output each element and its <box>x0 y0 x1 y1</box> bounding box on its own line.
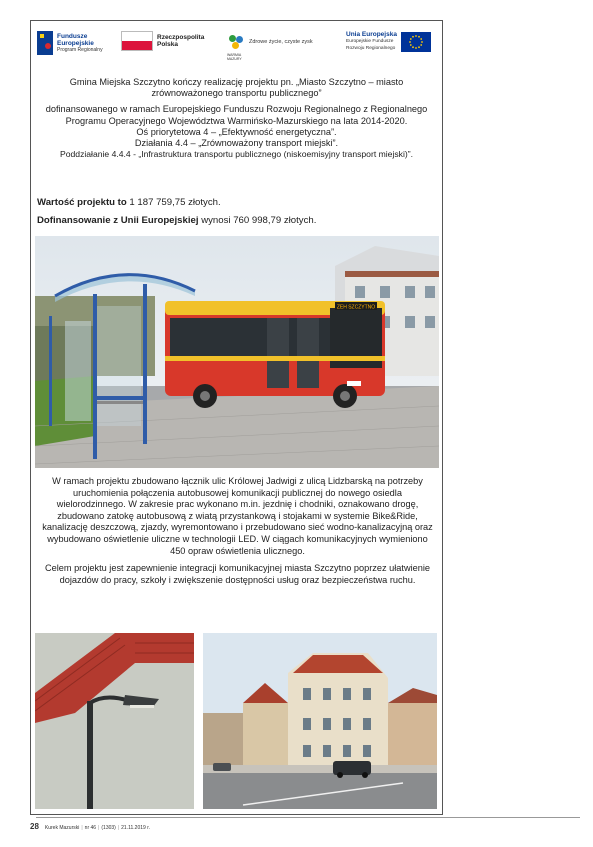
issue-total-number: (1303) <box>101 825 116 831</box>
warmia-mazury-logo <box>227 33 313 61</box>
issue-date: 21.11.2019 r. <box>121 825 150 831</box>
warmia-mazury-slogan: Zdrowe życie, czyste zysk <box>249 39 313 45</box>
fe-logo-line1: Fundusze <box>57 32 88 40</box>
town-street-photo <box>203 633 437 809</box>
intro-action: Działania 4.4 – „Zrównoważony transport miejski”. <box>134 138 339 149</box>
newspaper-name: Kurek Mazurski <box>44 825 80 831</box>
pl-logo-line2: Polska <box>157 41 178 48</box>
page-number: 28 <box>30 822 39 831</box>
fe-emblem-icon <box>37 31 53 55</box>
intro-priority-axis: Oś priorytetowa 4 – „Efektywność energetyczna”. <box>136 126 337 137</box>
street-lamp-photo <box>35 633 194 809</box>
pl-logo-line1: Rzeczpospolita <box>157 34 205 41</box>
intro-subaction: Poddziałanie 4.4.4 - „Infrastruktura transportu publicznego (niskoemisyjny transport miejski)”. <box>60 149 413 160</box>
eu-logo-line2: Europejskie Fundusze <box>346 39 394 44</box>
project-value <box>37 197 221 208</box>
warmia-mazury-sub: WARMIA MAZURY <box>227 53 242 61</box>
project-description <box>39 476 436 592</box>
polish-flag-icon <box>121 31 153 51</box>
footer-rule <box>36 817 580 818</box>
warmia-mazury-emblem-icon <box>227 33 245 61</box>
pl-logo <box>121 31 204 51</box>
description-scope: W ramach projektu zbudowano łącznik ulic Królowej Jadwigi z ulicą Lidzbarską na potrzeby uruchomienia połączenia autobusowej komunikacji publicznej do nowego osiedla wielorodzinnego. W zakresie prac wykonano m.in. jezdnię i chodniki, oznakowano drogę, zbudowano zatokę autobusową z wiatą przystankową i stojakami w systemie Bike&Ride, kanalizację deszczową, zjazdy, wyremontowano i przebudowano sieć wodno-kanalizacyjną oraz wybudowano oświetlenie uliczne w technologii LED. W ciągach komunikacyjnych wymieniono 450 opraw oświetlenia ulicznego. <box>42 476 433 556</box>
project-value-amount: 1 187 759,75 złotych. <box>129 197 221 208</box>
page-footer: 28 Kurek Mazurski | nr 46 | (1303) | 21.11.2019 r. <box>30 822 150 831</box>
eu-logo-line3: Rozwoju Regionalnego <box>346 46 396 51</box>
issue-number: nr 46 <box>84 825 97 831</box>
bus-destination-sign: ZEH SZCZYTNO <box>336 304 376 311</box>
fe-logo <box>37 31 103 55</box>
project-funding-label: Dofinansowanie z Unii Europejskiej <box>37 215 199 226</box>
intro-project: Gmina Miejska Szczytno kończy realizację projektu pn. „Miasto Szczytno – miasto zrównoważonego transportu publicznego” <box>69 77 404 99</box>
bus-stop-photo <box>35 236 439 468</box>
intro-block <box>31 77 442 160</box>
project-funding <box>37 215 316 226</box>
description-goal: Celem projektu jest zapewnienie integracji komunikacyjnej miasta Szczytno poprzez ułatwienie dojazdów do pracy, szkoły i zwiększenie dostępności usług oraz bezpieczeństwa ruchu. <box>44 563 431 585</box>
eu-flag-icon <box>401 32 431 52</box>
intro-funding-source: dofinansowanego w ramach Europejskiego Funduszu Rozwoju Regionalnego z Regionalnego Programu Operacyjnego Województwa Warmińsko-Mazurskiego na lata 2014-2020. <box>45 104 428 126</box>
eu-logo-line1: Unia Europejska <box>346 31 397 38</box>
fe-logo-line2: Europejskie <box>57 39 94 47</box>
project-funding-text: wynosi 760 998,79 złotych. <box>201 215 317 226</box>
fe-logo-line3: Program Regionalny <box>57 46 103 53</box>
eu-logo <box>346 31 431 52</box>
announcement-frame <box>30 20 443 815</box>
project-value-label: Wartość projektu to <box>37 197 127 208</box>
logo-bar <box>31 21 442 69</box>
